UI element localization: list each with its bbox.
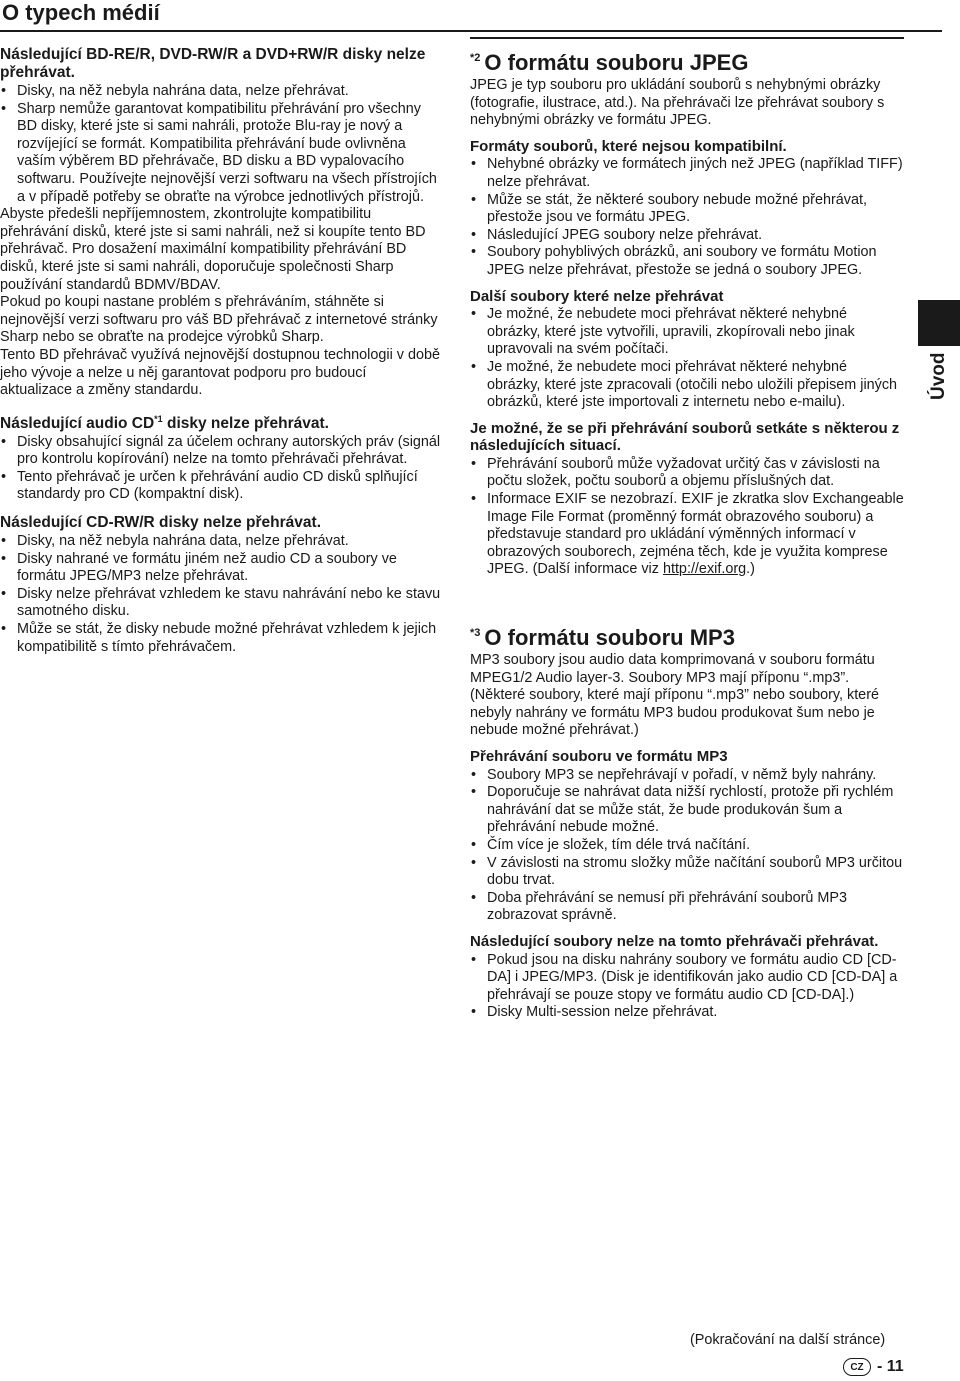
right-column [470, 37, 904, 1022]
paragraph: MP3 soubory jsou audio data komprimovaná v souboru formátu MPEG1/2 Audio layer-3. Soubory MP3 mají příponu “.mp3”. (Některé soubory, které mají příponu “.mp3” nebo soubory, které nebyly nahrány ve formátu MP3 budou produkovat šum nebo je nebude možné přehrávat.) [470, 652, 879, 739]
paragraph: Pokud po koupi nastane problém s přehráváním, stáhněte si nejnovější verzi softwaru pro váš BD přehrávač z internetové stránky Sharp nebo se obraťte na prodejce výrobků Sharp. [0, 294, 438, 346]
paragraph: JPEG je typ souboru pro ukládání souborů s nehybnými obrázky (fotografie, ilustrace, atd.). Na přehrávači lze přehrávat soubory s nehybnými obrázky ve formátu JPEG. [470, 77, 885, 129]
list-item: • Soubory pohyblivých obrázků, ani soubory ve formátu Motion JPEG nelze přehrávat, přestože se jedná o soubory JPEG. [470, 244, 904, 279]
bullet-list [470, 156, 904, 279]
page-number [843, 1356, 933, 1378]
heading-text: O formátu souboru JPEG [484, 50, 749, 75]
left-column [0, 46, 442, 666]
section-jpeg [470, 46, 904, 579]
list-item: • Doba přehrávání se nemusí při přehrávání souborů MP3 zobrazovat správně. [470, 890, 904, 925]
bullet-list [470, 306, 904, 412]
section-heading: Následující BD-RE/R, DVD-RW/R a DVD+RW/R disky nelze přehrávat. [0, 46, 426, 81]
subsection-heading: Další soubory které nelze přehrávat [470, 287, 724, 305]
item-text: .) [746, 561, 755, 578]
subsection-heading: Je možné, že se při přehrávání souborů setkáte s některou z následujících situací. [470, 419, 900, 455]
section-heading [0, 410, 442, 433]
language-badge: CZ [843, 1358, 871, 1376]
side-tab-marker [918, 300, 960, 346]
list-item: • Disky obsahující signál za účelem ochrany autorských práv (signál pro kontrolu kopírování) nelze na tomto přehrávači přehrávat. [0, 434, 442, 469]
paragraph: Abyste předešli nepříjemnostem, zkontrolujte kompatibilitu přehrávání disků, které jste si sami nahráli, než si koupíte tento BD přehrávač. Pro dosažení maximální kompatibility přehrávání BD disků, které jste si sami nahráli, doporučuje společnosti Sharp používání standardů BDMV/BDAV. [0, 206, 426, 293]
heading-text: O formátu souboru MP3 [484, 625, 735, 651]
list-item: • Sharp nemůže garantovat kompatibilitu přehrávání pro všechny BD disky, které jste si sami nahráli, protože Blu-ray je nový a rozvíjející se formát. Kompatibilita přehrávání bude ovlivněna vaším výběrem BD přehrávače, BD disku a BD vypalovacího softwaru. Používejte nejnovější verzi softwaru na všech přístrojích a v případě potřeby se obraťte na výrobce jednotlivých přístrojů. [0, 101, 442, 207]
list-item: • Je možné, že nebudete moci přehrávat některé nehybné obrázky, které jste zpracovali (otočili nebo uložili přepisem jiných obrázků, které jste importovali z internetu nebo e-mailu). [470, 359, 904, 412]
footnote-ref: *2 [470, 52, 481, 64]
heading-text: Následující audio CD [0, 414, 155, 432]
exif-link[interactable]: http://exif.org [662, 561, 747, 578]
list-item: • V závislosti na stromu složky může načítání souborů MP3 určitou dobu trvat. [470, 855, 904, 890]
list-item: • Čím více je složek, tím déle trvá načítání. [470, 837, 904, 855]
section-audio-cd [0, 410, 442, 504]
bullet-list [0, 434, 442, 504]
section-mp3 [470, 621, 904, 1022]
bullet-list [0, 83, 442, 206]
list-item: • Disky, na něž nebyla nahrána data, nelze přehrávat. [0, 533, 442, 551]
item-text: Informace EXIF se nezobrazí. EXIF je zkratka slov Exchangeable Image File Format (proměnný formát obrazového souboru) a představuje standard pro ukládání výměnných informací v obrazových souborech, zejména těch, kde je využita komprese JPEG. (Další informace viz [487, 491, 904, 578]
list-item: • Disky nahrané ve formátu jiném než audio CD a soubory ve formátu JPEG/MP3 nelze přehrávat. [0, 551, 442, 586]
subsection-heading: Přehrávání souboru ve formátu MP3 [470, 748, 728, 765]
page-number-text: - 11 [877, 1358, 904, 1375]
bullet-list [470, 767, 904, 925]
list-item: • Disky, na něž nebyla nahrána data, nelze přehrávat. [0, 83, 442, 101]
list-item: • Následující JPEG soubory nelze přehrávat. [470, 227, 904, 245]
page-title: O typech médií [0, 0, 942, 32]
list-item: • Pokud jsou na disku nahrány soubory ve formátu audio CD [CD-DA] i JPEG/MP3. (Disk je identifikován jako audio CD [CD-DA] a přehrávají se pouze stopy ve formátu audio CD [CD-DA].) [470, 952, 904, 1005]
list-item: • Přehrávání souborů může vyžadovat určitý čas v závislosti na počtu složek, počtu souborů a objemu příslušných dat. [470, 456, 904, 491]
side-tab-label: Úvod [928, 352, 949, 400]
list-item: • Může se stát, že některé soubory nebude možné přehrávat, přestože jsou ve formátu JPEG. [470, 192, 904, 227]
list-item: • Může se stát, že disky nebude možné přehrávat vzhledem k jejich kompatibilitě s tímto přehrávačem. [0, 621, 442, 656]
section-heading: Následující CD-RW/R disky nelze přehrávat. [0, 514, 322, 532]
bullet-list [470, 456, 904, 579]
list-item [470, 491, 904, 579]
continue-note: (Pokračování na další stránce) [690, 1332, 886, 1348]
footnote-ref: *1 [154, 413, 163, 424]
footnote-ref: *3 [470, 627, 481, 640]
subsection-heading: Následující soubory nelze na tomto přehrávači přehrávat. [470, 932, 879, 950]
section-cd-rw [0, 514, 442, 656]
list-item: • Disky Multi-session nelze přehrávat. [470, 1004, 904, 1022]
subsection-heading: Formáty souborů, které nejsou kompatibilní. [470, 137, 787, 155]
section-heading [470, 46, 904, 75]
list-item: • Tento přehrávač je určen k přehrávání audio CD disků splňující standardy pro CD (kompaktní disk). [0, 469, 442, 504]
list-item: • Doporučuje se nahrávat data nižší rychlostí, protože při rychlém nahrávání dat se může stát, že bude produkován šum a přehrávání nebude možné. [470, 784, 904, 837]
bullet-list [0, 533, 442, 656]
section-heading [470, 621, 904, 650]
list-item: • Je možné, že nebudete moci přehrávat některé nehybné obrázky, které jste vytvořili, upravili, zkopírovali nebo jinak upravovali na svém počítači. [470, 306, 904, 359]
heading-text: disky nelze přehrávat. [162, 414, 329, 432]
bullet-list [470, 952, 904, 1022]
list-item: • Disky nelze přehrávat vzhledem ke stavu nahrávání nebo ke stavu samotného disku. [0, 586, 442, 621]
section-bd-dvd-discs [0, 46, 442, 400]
list-item: • Soubory MP3 se nepřehrávají v pořadí, v němž byly nahrány. [470, 767, 904, 785]
paragraph: Tento BD přehrávač využívá nejnovější dostupnou technologii v době jeho vývoje a nelze u něj garantovat podporu pro budoucí aktualizace a změny standardu. [0, 346, 440, 399]
list-item: • Nehybné obrázky ve formátech jiných než JPEG (například TIFF) nelze přehrávat. [470, 156, 904, 191]
